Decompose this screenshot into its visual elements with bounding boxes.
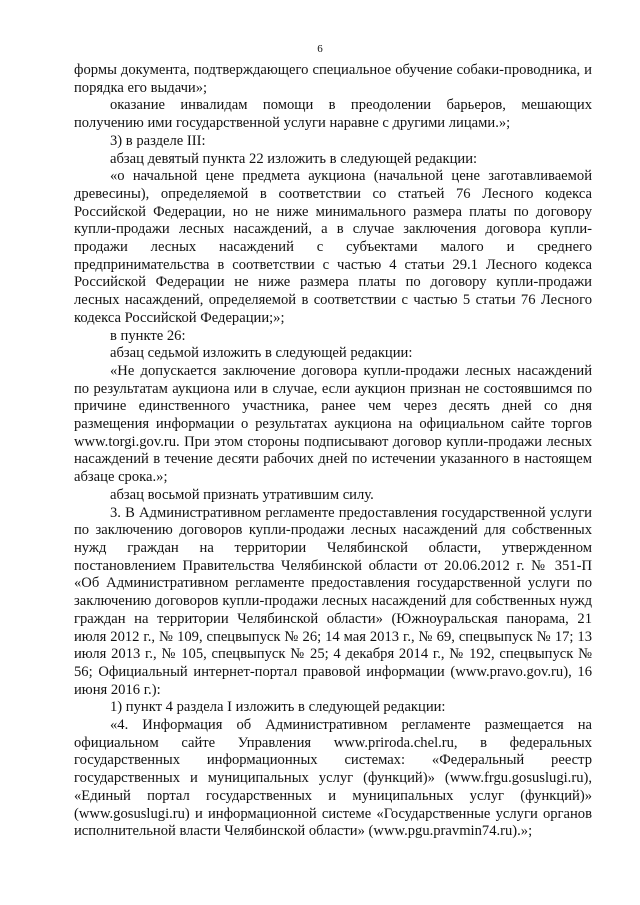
paragraph-12: «4. Информация об Административном регламенте размещается на официальном сайте Управления www.priroda.chel.ru, в федеральных государственных информационных системах: «Федеральный реестр государственных и муниципальных услуг (функций)» (www.frgu.gosuslugi.ru), «Единый портал государственных и муниципальных услуг (функций)» (www.gosuslugi.ru) и информационной системе «Государственные услуги органов исполнительной власти Челябинской области» (www.pgu.pravmin74.ru).»; xyxy=(74,717,592,840)
paragraph-5: «о начальной цене предмета аукциона (начальной цене заготавливаемой древесины), определяемой в соответствии со статьей 76 Лесного кодекса Российской Федерации, но не ниже минимального размера платы по договору купли-продажи лесных насаждений, а в случае заключения договора купли-продажи лесных насаждений с субъектами малого и среднего предпринимательства в соответствии с частью 4 статьи 29.1 Лесного кодекса Российской Федерации не ниже размера платы по договору купли-продажи лесных насаждений, определяемой в соответствии с частью 5 статьи 76 Лесного кодекса Российской Федерации;»; xyxy=(74,168,592,326)
paragraph-11: 1) пункт 4 раздела I изложить в следующей редакции: xyxy=(110,699,446,716)
paragraph-7: абзац седьмой изложить в следующей редакции: xyxy=(110,345,413,362)
page-number: 6 xyxy=(317,43,323,55)
paragraph-10: 3. В Административном регламенте предоставления государственной услуги по заключению договоров купли-продажи лесных насаждений для собственных нужд граждан на территории Челябинской области, утвержденном постановлением Правительства Челябинской области от 20.06.2012 г. № 351-П «Об Административном регламенте предоставления государственной услуги по заключению договоров купли-продажи лесных насаждений для собственных нужд граждан на территории Челябинской области» (Южноуральская панорама, 21 июля 2012 г., № 109, спецвыпуск № 26; 14 мая 2013 г., № 69, спецвыпуск № 17; 13 июля 2013 г., № 105, спецвыпуск № 25; 4 декабря 2014 г., № 192, спецвыпуск № 56; Официальный интернет-портал правовой информации (www.pravo.gov.ru), 16 июня 2016 г.): xyxy=(74,504,592,698)
paragraph-2: оказание инвалидам помощи в преодолении барьеров, мешающих получению ими государственной услуги наравне с другими лицами.»; xyxy=(74,97,592,132)
paragraph-9: абзац восьмой признать утратившим силу. xyxy=(110,486,374,503)
paragraph-6: в пункте 26: xyxy=(110,327,186,344)
paragraph-1: формы документа, подтверждающего специальное обучение собаки-проводника, и порядка его выдачи»; xyxy=(74,62,592,96)
paragraph-4: абзац девятый пункта 22 изложить в следующей редакции: xyxy=(110,150,478,167)
paragraph-8: «Не допускается заключение договора купли-продажи лесных насаждений по результатам аукциона или в случае, если аукцион признан не состоявшимся по причине единственного участника, ранее чем через десять дней со дня размещения информации о результатах аукциона на официальном сайте торгов www.torgi.gov.ru. При этом стороны подписывают договор купли-продажи лесных насаждений в течение десяти рабочих дней по истечении указанного в настоящем абзаце срока.»; xyxy=(74,362,592,486)
document-body xyxy=(74,62,592,841)
paragraph-3: 3) в разделе III: xyxy=(110,132,206,149)
